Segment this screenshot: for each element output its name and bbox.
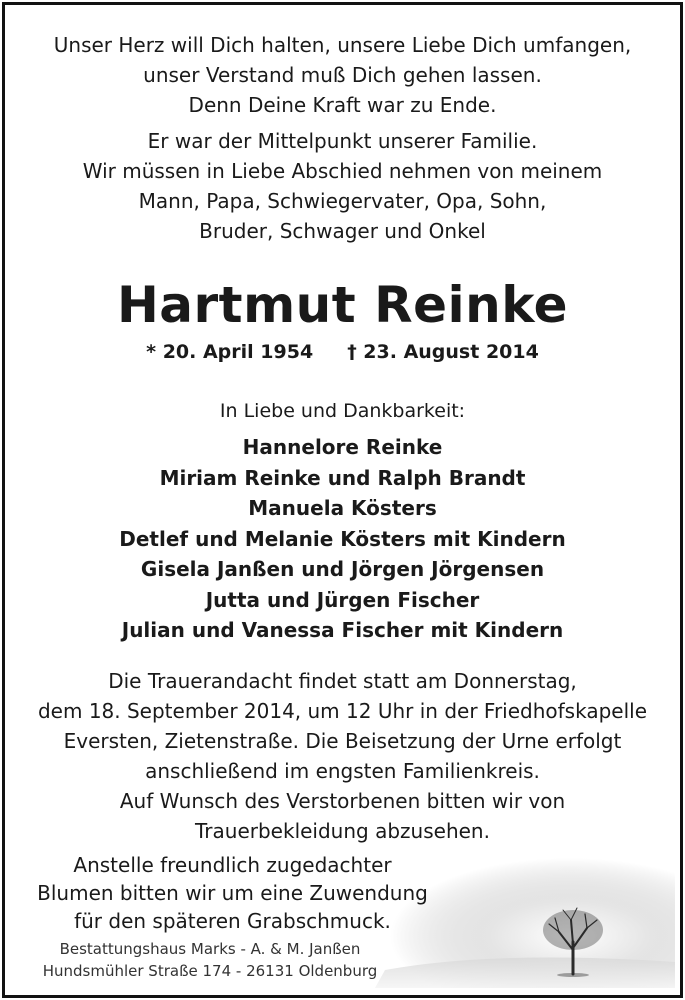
mourner-entry: Jutta und Jürgen Fischer	[205, 587, 480, 612]
service-info	[0, 666, 685, 786]
poem-line: Er war der Mittelpunkt unserer Familie.	[147, 129, 538, 153]
attire-request	[0, 786, 685, 846]
service-line: Die Trauerandacht findet statt am Donnerstag,	[108, 669, 577, 693]
poem-line: unser Verstand muß Dich gehen lassen.	[143, 63, 542, 87]
donation-line: Anstelle freundlich zugedachter	[73, 853, 392, 877]
thanks-line: In Liebe und Dankbarkeit:	[219, 400, 466, 422]
mourner-entry: Detlef und Melanie Kösters mit Kindern	[119, 526, 566, 551]
poem-line: Mann, Papa, Schwiegervater, Opa, Sohn,	[138, 189, 547, 213]
mourner-entry: Miriam Reinke und Ralph Brandt	[159, 465, 526, 490]
poem-line: Bruder, Schwager und Onkel	[199, 219, 486, 243]
death-date: † 23. August 2014	[347, 341, 539, 363]
mourner-entry: Gisela Janßen und Jörgen Jörgensen	[140, 557, 545, 581]
deceased-name: Hartmut Reinke	[116, 276, 569, 334]
birth-date: * 20. April 1954	[146, 341, 314, 363]
donation-request	[30, 851, 435, 935]
poem-stanza-2	[0, 126, 685, 246]
poem-stanza-1	[0, 30, 685, 120]
request-line: Auf Wunsch des Verstorbenen bitten wir von	[119, 789, 566, 813]
mourner-entry: Manuela Kösters	[248, 496, 437, 520]
service-line: dem 18. September 2014, um 12 Uhr in der Friedhofskapelle	[37, 699, 647, 723]
life-dates	[0, 336, 685, 368]
poem-line: Wir müssen in Liebe Abschied nehmen von meinem	[82, 159, 603, 183]
service-line: anschließend im engsten Familienkreis.	[145, 759, 540, 783]
funeral-home-info	[40, 938, 380, 982]
mourner-entry: Hannelore Reinke	[242, 435, 443, 459]
funeral-home-name: Bestattungshaus Marks - A. & M. Janßen	[59, 940, 361, 958]
funeral-home-address: Hundsmühler Straße 174 - 26131 Oldenburg	[42, 962, 378, 980]
request-line: Trauerbekleidung abzusehen.	[195, 819, 490, 843]
poem-line: Denn Deine Kraft war zu Ende.	[188, 93, 497, 117]
service-line: Eversten, Zietenstraße. Die Beisetzung der Urne erfolgt	[63, 729, 622, 753]
mourners-list	[0, 432, 685, 646]
poem-line: Unser Herz will Dich halten, unsere Liebe Dich umfangen,	[53, 33, 632, 57]
donation-line: für den späteren Grabschmuck.	[74, 909, 391, 933]
mourner-entry: Julian und Vanessa Fischer mit Kindern	[121, 618, 564, 642]
donation-line: Blumen bitten wir um eine Zuwendung	[37, 881, 428, 905]
